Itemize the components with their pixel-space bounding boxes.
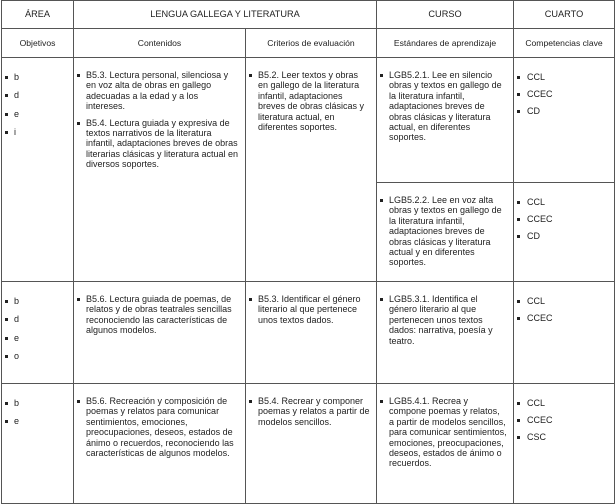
objective-item: d [2,314,73,324]
standard-cell [377,58,514,183]
competences-cell [514,183,615,282]
standard-item: LGB5.2.1. Lee en silencio obras y textos en gallego de la literatura infantil, adaptaciones breves de obras clásicas y literatura actual, en diferentes soportes. [377,70,507,143]
criteria-item: B5.3. Identificar el género literario al que pertenece unos textos dados. [246,294,370,325]
competence-item: CCL [514,398,614,408]
contents-cell [74,282,246,384]
objective-item: o [2,351,73,361]
competence-item: CCL [514,197,614,207]
standard-cell [377,384,514,504]
content-item: B5.6. Lectura guiada de poemas, de relatos y de obras teatrales sencillas reconociendo las características de algunos modelos. [74,294,239,336]
content-item: B5.4. Lectura guiada y expresiva de textos narrativos de la literatura infantil, adaptaciones breves de obras literarias clásicas y literatura actual en diversos soportes. [74,118,239,170]
standard-cell [377,282,514,384]
column-header-contents: Contenidos [74,29,246,58]
objective-item: b [2,296,73,306]
header-row [2,1,615,29]
column-header-objectives: Objetivos [2,29,74,58]
course-value: CUARTO [514,1,615,29]
course-label: CURSO [377,1,514,29]
column-header-criteria: Criterios de evaluación [246,29,377,58]
competence-item: CCEC [514,415,614,425]
competence-item: CCEC [514,313,614,323]
competence-item: CSC [514,432,614,442]
criteria-item: B5.2. Leer textos y obras en gallego de la literatura infantil, adaptaciones breves de obras clásicas y literatura actual, en diferentes soportes. [246,70,370,132]
standard-item: LGB5.4.1. Recrea y compone poemas y relatos, a partir de modelos sencillos, para comunicar sentimientos, emociones, preocupaciones, deseos, estados de ánimo o recuerdos. [377,396,507,469]
criteria-cell [246,384,377,504]
criteria-cell [246,282,377,384]
competence-item: CCL [514,72,614,82]
criteria-cell [246,58,377,282]
criteria-item: B5.4. Recrear y componer poemas y relatos a partir de modelos sencillos. [246,396,370,427]
contents-cell [74,384,246,504]
objective-item: e [2,416,73,426]
content-item: B5.3. Lectura personal, silenciosa y en voz alta de obras en gallego adecuadas a la edad y a los intereses. [74,70,239,112]
competences-cell [514,384,615,504]
objectives-cell [2,58,74,282]
objectives-cell [2,384,74,504]
contents-cell [74,58,246,282]
standard-item: LGB5.3.1. Identifica el género literario al que pertenecen unos textos dados: narrativa, poesía y teatro. [377,294,507,346]
competences-cell [514,58,615,183]
column-header-standards: Estándares de aprendizaje [377,29,514,58]
competence-item: CD [514,231,614,241]
competence-item: CD [514,106,614,116]
objective-item: e [2,333,73,343]
subject-title: LENGUA GALLEGA Y LITERATURA [74,1,377,29]
objectives-cell [2,282,74,384]
standard-item: LGB5.2.2. Lee en voz alta obras y textos en gallego de la literatura infantil, adaptaciones breves de obras clásicas y literatura actual y en diferentes soportes. [377,195,507,268]
column-header-competences: Competencias clave [514,29,615,58]
table-row [2,384,615,504]
area-label: ÁREA [2,1,74,29]
objective-item: e [2,109,73,119]
objective-item: b [2,398,73,408]
competence-item: CCL [514,296,614,306]
competences-cell [514,282,615,384]
curriculum-table [1,0,615,504]
objective-item: i [2,127,73,137]
table-row [2,282,615,384]
competence-item: CCEC [514,214,614,224]
competence-item: CCEC [514,89,614,99]
objective-item: d [2,90,73,100]
column-headers [2,29,615,58]
content-item: B5.6. Recreación y composición de poemas y relatos para comunicar sentimientos, emociones, preocupaciones, deseos, estados de ánimo o recuerdos, reconociendo las características de algunos modelos. [74,396,239,458]
standard-cell [377,183,514,282]
table-row [2,58,615,183]
objective-item: b [2,72,73,82]
